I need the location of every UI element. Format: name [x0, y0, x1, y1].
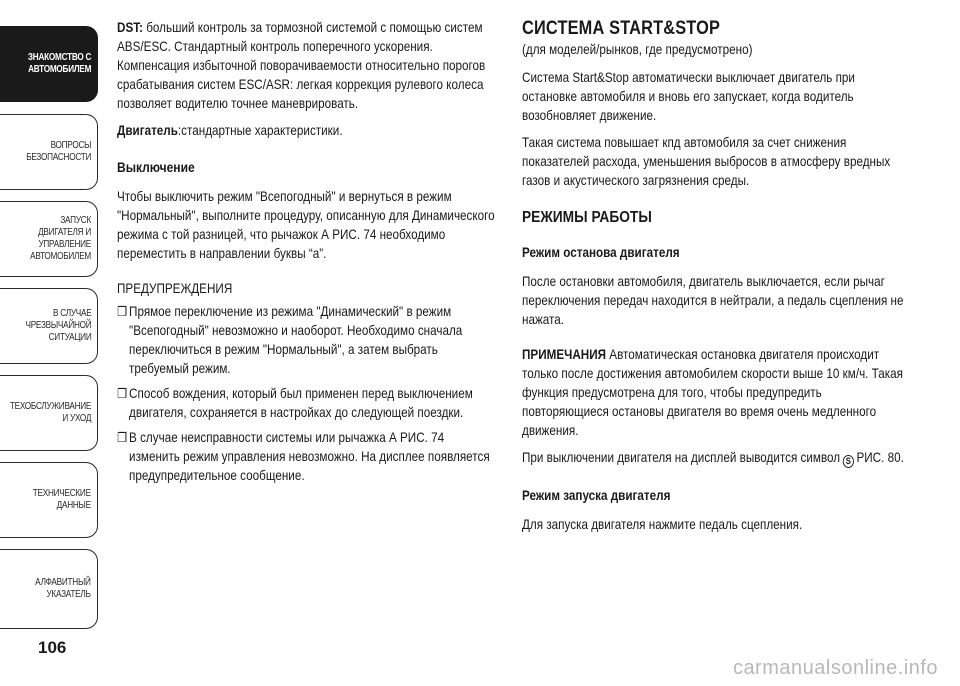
off-text: Чтобы выключить режим "Всепогодный" и вернуться в режим "Нормальный", выполните процедуру, описанную для Динамического режима с той разницей, что рычажок А РИС. 74 необходимо переместить в направлении буквы “a”.	[117, 189, 495, 261]
warning-text: Прямое переключение из режима "Динамический" в режим "Всепогодный" невозможно и наоборот. Необходимо сначала переключиться в режим "Нормальный", а затем выбрать требуемый режим.	[129, 304, 463, 376]
off-heading: Выключение	[117, 159, 195, 175]
note-text: Автоматическая остановка двигателя происходит только после достижения автомобилем скорости выше 10 км/ч. Такая функция предусмотрена для того, чтобы предупредить повторяющиеся остановы двигателя во время очень медленного движения.	[522, 347, 904, 438]
right-column	[522, 18, 912, 542]
start-mode-heading: Режим запуска двигателя	[522, 488, 671, 503]
warning-text: В случае неисправности системы или рычажка А РИС. 74 изменить режим управления невозможно. На дисплее появляется предупредительное сообщение.	[129, 430, 490, 483]
dst-label: DST:	[117, 20, 143, 35]
engine-label: Двигатель	[117, 123, 178, 138]
checkbox-bullet-icon: ❒	[117, 304, 128, 319]
engine-text: :стандартные характеристики.	[177, 123, 343, 138]
tab-label: ЗАПУСК ДВИГАТЕЛЯ И УПРАВЛЕНИЕ АВТОМОБИЛЕМ	[30, 215, 92, 262]
tab-label: В СЛУЧАЕ ЧРЕЗВЫЧАЙНОЙ СИТУАЦИИ	[25, 308, 91, 343]
tab-label: ТЕХНИЧЕСКИЕ ДАННЫЕ	[32, 488, 91, 511]
symbol-text-before: При выключении двигателя на дисплей выводится символ	[522, 450, 841, 465]
tab-label: ВОПРОСЫ БЕЗОПАСНОСТИ	[26, 140, 91, 163]
note-paragraph	[522, 345, 911, 440]
tab-vehicle-intro[interactable]	[0, 26, 98, 102]
stop-mode-heading: Режим останова двигателя	[522, 245, 680, 260]
tab-technical-data[interactable]	[0, 462, 98, 538]
benefit-paragraph: Такая система повышает кпд автомобиля за счет снижения показателей расхода, уменьшения выбросов в атмосферу вредных газов и акустического загрязнения среды.	[522, 135, 891, 188]
symbol-paragraph	[522, 448, 911, 468]
tab-engine-start-driving[interactable]	[0, 201, 98, 277]
chapter-sidebar	[0, 0, 100, 686]
left-column	[117, 18, 497, 491]
checkbox-bullet-icon: ❒	[117, 386, 128, 401]
warning-text: Способ вождения, который был применен перед выключением двигателя, сохраняется в настройках до следующей поездки.	[129, 386, 473, 420]
modes-heading: РЕЖИМЫ РАБОТЫ	[522, 209, 652, 226]
tab-label: АЛФАВИТНЫЙ УКАЗАТЕЛЬ	[35, 577, 91, 600]
warning-item	[117, 384, 496, 422]
section-subtitle: (для моделей/рынков, где предусмотрено)	[522, 42, 753, 57]
page-number: 106	[38, 638, 67, 657]
tab-maintenance[interactable]	[0, 375, 98, 451]
symbol-text-after: РИС. 80.	[856, 450, 904, 465]
dst-text: больший контроль за тормозной системой с помощью систем ABS/ESC. Стандартный контроль поперечного ускорения. Компенсация избыточной поворачиваемости относительно порогов срабатывания систем ESC/ASR: легкая коррекция рулевого колеса позволяет водителю точнее маневрировать.	[117, 20, 486, 111]
checkbox-bullet-icon: ❒	[117, 430, 128, 445]
warning-item	[117, 302, 496, 378]
tab-index[interactable]	[0, 549, 98, 629]
tab-safety[interactable]	[0, 114, 98, 190]
warning-item	[117, 428, 496, 485]
stop-mode-text: После остановки автомобиля, двигатель выключается, если рычаг переключения передач находится в нейтрали, а педаль сцепления не нажата.	[522, 274, 904, 327]
intro-paragraph: Система Start&Stop автоматически выключает двигатель при остановке автомобиля и вновь его запускает, когда водитель возобновляет движение.	[522, 70, 855, 123]
tab-label: ЗНАКОМСТВО С АВТОМОБИЛЕМ	[27, 52, 92, 75]
section-title: СИСТЕМА START&STOP	[522, 18, 721, 39]
note-label: ПРИМЕЧАНИЯ	[522, 347, 607, 362]
warnings-title: ПРЕДУПРЕЖДЕНИЯ	[117, 281, 233, 296]
dst-paragraph	[117, 18, 496, 113]
start-stop-icon: S	[843, 455, 854, 468]
tab-label: ТЕХОБСЛУЖИВАНИЕ И УХОД	[9, 401, 91, 424]
engine-paragraph	[117, 121, 496, 140]
tab-emergency[interactable]	[0, 288, 98, 364]
watermark: carmanualsonline.info	[732, 657, 938, 679]
start-mode-text: Для запуска двигателя нажмите педаль сцепления.	[522, 517, 803, 532]
